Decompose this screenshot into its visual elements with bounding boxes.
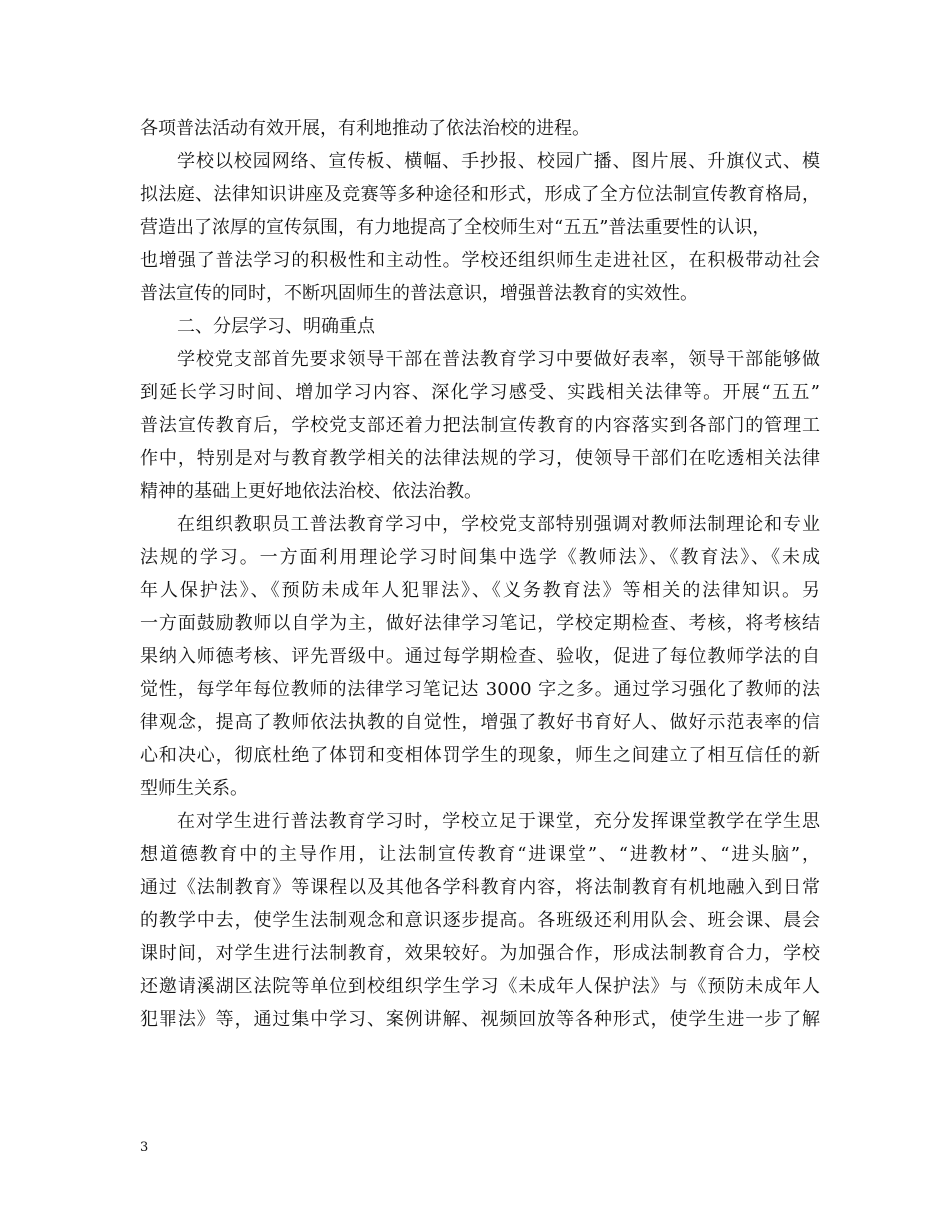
text-line: 精神的基础上更好地依法治校、依法治教。 <box>140 481 482 502</box>
text-line: 学校以校园网络、宣传板、横幅、手抄报、校园广播、图片展、升旗仪式、模 <box>177 151 820 172</box>
text-line: 心和决心，彻底杜绝了体罚和变相体罚学生的现象，师生之间建立了相互信任的新 <box>140 745 820 766</box>
text-line: 想道德教育中的主导作用，让法制宣传教育“进课堂”、“进教材”、“进头脑”， <box>140 844 820 865</box>
text-line: 法规的学习。一方面利用理论学习时间集中选学《教师法》、《教育法》、《未成 <box>140 547 820 568</box>
text-line: 型师生关系。 <box>140 778 248 799</box>
text-line: 作中，特别是对与教育教学相关的法律法规的学习，使领导干部们在吃透相关法律 <box>140 448 820 469</box>
text-line: 拟法庭、法律知识讲座及竞赛等多种途径和形式，形成了全方位法制宣传教育格局， <box>140 184 820 205</box>
text-line: 也增强了普法学习的积极性和主动性。学校还组织师生走进社区，在积极带动社会 <box>140 250 820 271</box>
text-line: 还邀请溪湖区法院等单位到校组织学生学习《未成年人保护法》与《预防未成年人 <box>140 976 820 997</box>
section-heading: 二、分层学习、明确重点 <box>177 316 375 337</box>
text-line: 果纳入师德考核、评先晋级中。通过每学期检查、验收，促进了每位教师学法的自 <box>140 646 820 667</box>
text-line: 普法宣传教育后，学校党支部还着力把法制宣传教育的内容落实到各部门的管理工 <box>140 415 820 436</box>
text-line: 律观念，提高了教师依法执教的自觉性，增强了教好书育好人、做好示范表率的信 <box>140 712 820 733</box>
text-line: 到延长学习时间、增加学习内容、深化学习感受、实践相关法律等。开展“五五” <box>140 382 820 403</box>
text-line: 课时间，对学生进行法制教育，效果较好。为加强合作，形成法制教育合力，学校 <box>140 943 820 964</box>
text-line: 一方面鼓励教师以自学为主，做好法律学习笔记，学校定期检查、考核，将考核结 <box>140 613 820 634</box>
text-line: 通过《法制教育》等课程以及其他各学科教育内容，将法制教育有机地融入到日常 <box>140 877 820 898</box>
text-line: 的教学中去，使学生法制观念和意识逐步提高。各班级还利用队会、班会课、晨会 <box>140 910 820 931</box>
text-line: 普法宣传的同时，不断巩固师生的普法意识，增强普法教育的实效性。 <box>140 283 698 304</box>
text-line: 学校党支部首先要求领导干部在普法教育学习中要做好表率，领导干部能够做 <box>177 349 820 370</box>
text-line: 在对学生进行普法教育学习时，学校立足于课堂，充分发挥课堂教学在学生思 <box>177 811 820 832</box>
text-line: 营造出了浓厚的宣传氛围，有力地提高了全校师生对“五五”普法重要性的认识， <box>140 217 771 238</box>
text-line: 在组织教职员工普法教育学习中，学校党支部特别强调对教师法制理论和专业 <box>177 514 820 535</box>
text-line: 年人保护法》、《预防未成年人犯罪法》、《义务教育法》等相关的法律知识。另 <box>140 580 820 601</box>
body-text <box>140 112 820 1036</box>
text-line: 觉性，每学年每位教师的法律学习笔记达 3000 字之多。通过学习强化了教师的法 <box>140 679 820 700</box>
page-number: 3 <box>140 1140 149 1155</box>
text-line: 各项普法活动有效开展，有利地推动了依法治校的进程。 <box>140 118 590 139</box>
text-line: 犯罪法》等，通过集中学习、案例讲解、视频回放等各种形式，使学生进一步了解 <box>140 1009 820 1030</box>
